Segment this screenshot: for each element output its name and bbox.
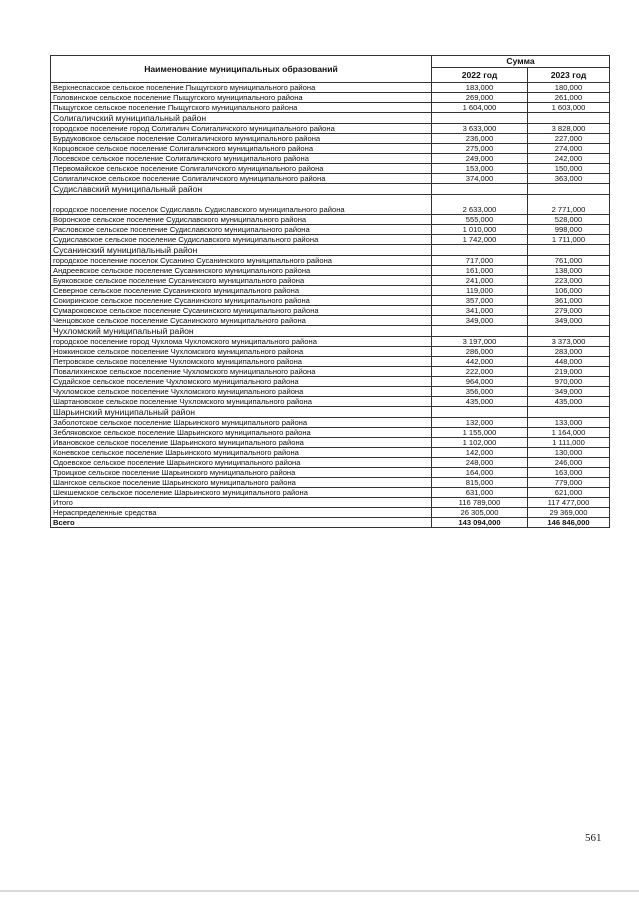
table-row xyxy=(51,83,610,93)
row-value-2023: 130,000 xyxy=(528,448,610,458)
row-value-2023: 1 164,000 xyxy=(528,428,610,438)
district-header-row xyxy=(51,326,610,337)
header-name: Наименование муниципальных образований xyxy=(51,56,432,83)
table-row xyxy=(51,256,610,266)
row-value-2023: 150,000 xyxy=(528,164,610,174)
row-name: Бурдуковское сельское поселение Солигаличского муниципального района xyxy=(51,134,432,144)
row-name: Верхнеспасское сельское поселение Пыщугского муниципального района xyxy=(51,83,432,93)
row-value-2022 xyxy=(432,184,528,195)
row-value-2022 xyxy=(432,407,528,418)
table-row xyxy=(51,215,610,225)
table-row xyxy=(51,438,610,448)
row-value-2022: 555,000 xyxy=(432,215,528,225)
row-name: Шарьинский муниципальный район xyxy=(51,407,432,418)
row-value-2023: 180,000 xyxy=(528,83,610,93)
table-row xyxy=(51,154,610,164)
row-value-2022: 132,000 xyxy=(432,418,528,428)
row-value-2022: 116 789,000 xyxy=(432,498,528,508)
row-value-2022 xyxy=(432,326,528,337)
header-sum: Сумма xyxy=(432,56,610,68)
table-row xyxy=(51,468,610,478)
table-row xyxy=(51,93,610,103)
row-name: Буяковское сельское поселение Сусанинского муниципального района xyxy=(51,276,432,286)
row-name: Итого xyxy=(51,498,432,508)
row-value-2022: 442,000 xyxy=(432,357,528,367)
row-name: городское поселение город Чухлома Чухломского муниципального района xyxy=(51,337,432,347)
row-name: Воронское сельское поселение Судиславского муниципального района xyxy=(51,215,432,225)
row-name: Шартановское сельское поселение Чухломского муниципального района xyxy=(51,397,432,407)
district-header-row xyxy=(51,184,610,195)
row-value-2022: 183,000 xyxy=(432,83,528,93)
table-row xyxy=(51,103,610,113)
row-value-2023: 279,000 xyxy=(528,306,610,316)
row-value-2022: 717,000 xyxy=(432,256,528,266)
row-name: Ченцовское сельское поселение Сусанинского муниципального района xyxy=(51,316,432,326)
row-value-2022: 153,000 xyxy=(432,164,528,174)
row-value-2023: 29 369,000 xyxy=(528,508,610,518)
row-value-2022: 3 197,000 xyxy=(432,337,528,347)
row-value-2023 xyxy=(528,113,610,124)
row-value-2022: 3 633,000 xyxy=(432,124,528,134)
table-row xyxy=(51,448,610,458)
table-row xyxy=(51,134,610,144)
row-value-2022: 1 742,000 xyxy=(432,235,528,245)
row-name: Шангское сельское поселение Шарьинского муниципального района xyxy=(51,478,432,488)
row-value-2023: 133,000 xyxy=(528,418,610,428)
row-value-2022: 964,000 xyxy=(432,377,528,387)
row-value-2022: 241,000 xyxy=(432,276,528,286)
row-name: Сумароковское сельское поселение Сусанинского муниципального района xyxy=(51,306,432,316)
row-value-2022: 248,000 xyxy=(432,458,528,468)
row-value-2022: 143 094,000 xyxy=(432,518,528,528)
row-value-2023: 274,000 xyxy=(528,144,610,154)
row-value-2023: 528,000 xyxy=(528,215,610,225)
table-row xyxy=(51,357,610,367)
row-name: Троицкое сельское поселение Шарьинского муниципального района xyxy=(51,468,432,478)
row-value-2023: 349,000 xyxy=(528,387,610,397)
row-value-2023: 227,000 xyxy=(528,134,610,144)
table-row xyxy=(51,498,610,508)
table-row xyxy=(51,377,610,387)
row-value-2023: 1 603,000 xyxy=(528,103,610,113)
row-value-2023: 448,000 xyxy=(528,357,610,367)
row-value-2022: 236,000 xyxy=(432,134,528,144)
row-value-2023: 138,000 xyxy=(528,266,610,276)
table-row xyxy=(51,266,610,276)
row-name: Первомайское сельское поселение Солигаличского муниципального района xyxy=(51,164,432,174)
row-value-2022: 357,000 xyxy=(432,296,528,306)
row-name: городское поселение поселок Сусанино Сусанинского муниципального района xyxy=(51,256,432,266)
row-value-2022: 1 155,000 xyxy=(432,428,528,438)
table-row xyxy=(51,518,610,528)
row-value-2022: 164,000 xyxy=(432,468,528,478)
row-name: городское поселение поселок Судиславль Судиславского муниципального района xyxy=(51,195,432,215)
row-value-2022: 1 010,000 xyxy=(432,225,528,235)
row-name: Судиславский муниципальный район xyxy=(51,184,432,195)
row-name: Чухломское сельское поселение Чухломского муниципального района xyxy=(51,387,432,397)
row-value-2022: 275,000 xyxy=(432,144,528,154)
table-row xyxy=(51,174,610,184)
row-value-2023: 349,000 xyxy=(528,316,610,326)
table-row xyxy=(51,164,610,174)
table-row xyxy=(51,387,610,397)
table-row xyxy=(51,508,610,518)
row-value-2023: 242,000 xyxy=(528,154,610,164)
row-value-2022: 341,000 xyxy=(432,306,528,316)
row-value-2022: 2 633,000 xyxy=(432,195,528,215)
row-value-2022: 349,000 xyxy=(432,316,528,326)
table-row xyxy=(51,458,610,468)
table-row xyxy=(51,347,610,357)
table-body xyxy=(51,83,610,528)
row-name: Расловское сельское поселение Судиславского муниципального района xyxy=(51,225,432,235)
scan-edge-line xyxy=(0,890,639,892)
row-value-2022: 1 604,000 xyxy=(432,103,528,113)
row-name: Шекшемское сельское поселение Шарьинского муниципального района xyxy=(51,488,432,498)
row-value-2023: 2 771,000 xyxy=(528,195,610,215)
table-row xyxy=(51,367,610,377)
row-name: Судиславское сельское поселение Судиславского муниципального района xyxy=(51,235,432,245)
row-name: Чухломский муниципальный район xyxy=(51,326,432,337)
row-name: Сусанинский муниципальный район xyxy=(51,245,432,256)
district-header-row xyxy=(51,245,610,256)
table-row xyxy=(51,478,610,488)
row-value-2023: 435,000 xyxy=(528,397,610,407)
header-year-2023: 2023 год xyxy=(528,68,610,83)
table-row xyxy=(51,316,610,326)
row-value-2023: 146 846,000 xyxy=(528,518,610,528)
row-value-2022: 26 305,000 xyxy=(432,508,528,518)
row-value-2023: 163,000 xyxy=(528,468,610,478)
row-name: Ножкинское сельское поселение Чухломского муниципального района xyxy=(51,347,432,357)
row-value-2023: 779,000 xyxy=(528,478,610,488)
row-value-2023 xyxy=(528,245,610,256)
row-value-2023: 219,000 xyxy=(528,367,610,377)
row-value-2023: 998,000 xyxy=(528,225,610,235)
row-name: Лосевское сельское поселение Солигаличского муниципального района xyxy=(51,154,432,164)
table-row xyxy=(51,286,610,296)
row-value-2022: 435,000 xyxy=(432,397,528,407)
row-value-2023: 3 373,000 xyxy=(528,337,610,347)
row-name: Корцовское сельское поселение Солигаличского муниципального района xyxy=(51,144,432,154)
header-year-2022: 2022 год xyxy=(432,68,528,83)
row-name: Коневское сельское поселение Шарьинского муниципального района xyxy=(51,448,432,458)
row-name: Повалихинское сельское поселение Чухломского муниципального района xyxy=(51,367,432,377)
row-value-2022: 161,000 xyxy=(432,266,528,276)
district-header-row xyxy=(51,113,610,124)
table-row xyxy=(51,195,610,215)
table-header-row xyxy=(51,56,610,68)
row-value-2023: 3 828,000 xyxy=(528,124,610,134)
table-row xyxy=(51,296,610,306)
row-name: Головинское сельское поселение Пыщугского муниципального района xyxy=(51,93,432,103)
row-name: Солигаличский муниципальный район xyxy=(51,113,432,124)
budget-distribution-table xyxy=(50,55,610,528)
table-row xyxy=(51,428,610,438)
row-value-2023: 363,000 xyxy=(528,174,610,184)
district-header-row xyxy=(51,407,610,418)
table-row xyxy=(51,225,610,235)
row-name: Всего xyxy=(51,518,432,528)
row-name: Андреевское сельское поселение Сусанинского муниципального района xyxy=(51,266,432,276)
row-value-2022: 374,000 xyxy=(432,174,528,184)
table-row xyxy=(51,306,610,316)
row-name: Северное сельское поселение Сусанинского муниципального района xyxy=(51,286,432,296)
row-value-2023: 261,000 xyxy=(528,93,610,103)
row-value-2022: 269,000 xyxy=(432,93,528,103)
row-value-2022: 631,000 xyxy=(432,488,528,498)
row-value-2023 xyxy=(528,184,610,195)
table-row xyxy=(51,397,610,407)
table-row xyxy=(51,235,610,245)
row-name: Сокиринское сельское поселение Сусанинского муниципального района xyxy=(51,296,432,306)
row-value-2023: 283,000 xyxy=(528,347,610,357)
row-value-2023: 1 711,000 xyxy=(528,235,610,245)
row-name: Нераспределенные средства xyxy=(51,508,432,518)
row-name: Солигаличское сельское поселение Солигаличского муниципального района xyxy=(51,174,432,184)
table-row xyxy=(51,124,610,134)
row-value-2022 xyxy=(432,113,528,124)
row-value-2023: 106,000 xyxy=(528,286,610,296)
row-value-2022: 142,000 xyxy=(432,448,528,458)
table-row xyxy=(51,418,610,428)
row-value-2023: 117 477,000 xyxy=(528,498,610,508)
row-value-2022 xyxy=(432,245,528,256)
row-value-2023 xyxy=(528,326,610,337)
row-value-2022: 222,000 xyxy=(432,367,528,377)
row-value-2022: 249,000 xyxy=(432,154,528,164)
table-row xyxy=(51,144,610,154)
row-value-2022: 119,000 xyxy=(432,286,528,296)
row-value-2023: 246,000 xyxy=(528,458,610,468)
row-value-2023: 621,000 xyxy=(528,488,610,498)
row-value-2023: 761,000 xyxy=(528,256,610,266)
row-value-2023 xyxy=(528,407,610,418)
row-value-2023: 361,000 xyxy=(528,296,610,306)
row-name: Заболотское сельское поселение Шарьинского муниципального района xyxy=(51,418,432,428)
row-name: Пыщугское сельское поселение Пыщугского муниципального района xyxy=(51,103,432,113)
row-value-2022: 356,000 xyxy=(432,387,528,397)
row-name: Ивановское сельское поселение Шарьинского муниципального района xyxy=(51,438,432,448)
table-row xyxy=(51,337,610,347)
row-name: Судайское сельское поселение Чухломского муниципального района xyxy=(51,377,432,387)
row-name: Зебляковское сельское поселение Шарьинского муниципального района xyxy=(51,428,432,438)
row-value-2023: 1 111,000 xyxy=(528,438,610,448)
page-number: 561 xyxy=(585,832,602,844)
row-name: городское поселение город Солигалич Солигаличского муниципального района xyxy=(51,124,432,134)
row-name: Одоевское сельское поселение Шарьинского муниципального района xyxy=(51,458,432,468)
row-value-2022: 286,000 xyxy=(432,347,528,357)
row-value-2022: 1 102,000 xyxy=(432,438,528,448)
row-value-2022: 815,000 xyxy=(432,478,528,488)
row-name: Петровское сельское поселение Чухломского муниципального района xyxy=(51,357,432,367)
table-row xyxy=(51,488,610,498)
table-row xyxy=(51,276,610,286)
row-value-2023: 970,000 xyxy=(528,377,610,387)
row-value-2023: 223,000 xyxy=(528,276,610,286)
